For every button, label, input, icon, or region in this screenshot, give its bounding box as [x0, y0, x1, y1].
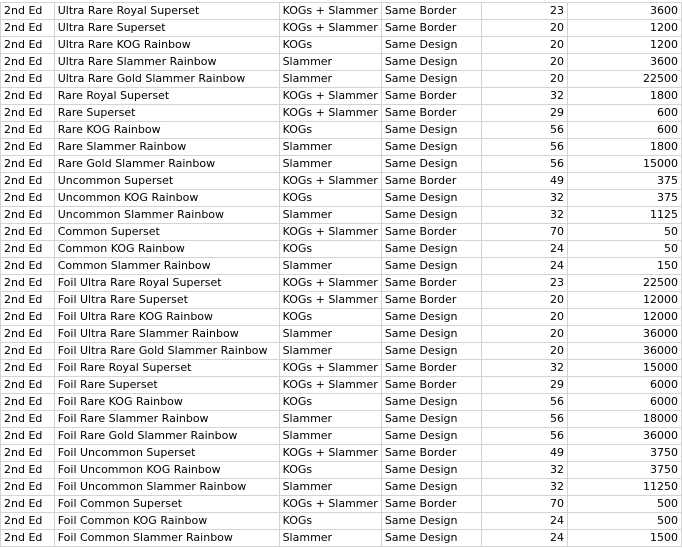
count-cell[interactable]: 20 [482, 292, 568, 309]
value-cell[interactable]: 3750 [567, 445, 681, 462]
value-cell[interactable]: 500 [567, 513, 681, 530]
set-name-cell[interactable]: Uncommon Superset [54, 173, 279, 190]
count-cell[interactable]: 20 [482, 20, 568, 37]
table-row [1, 530, 682, 547]
set-name-cell[interactable]: Ultra Rare Superset [54, 20, 279, 37]
design-cell[interactable]: Same Border [381, 3, 481, 20]
set-name-cell[interactable]: Foil Ultra Rare KOG Rainbow [54, 309, 279, 326]
table-body [1, 3, 682, 547]
design-cell[interactable]: Same Design [381, 37, 481, 54]
count-cell[interactable]: 23 [482, 3, 568, 20]
piece-type-cell[interactable]: KOGs + Slammer [279, 173, 381, 190]
set-name-cell[interactable]: Common Superset [54, 224, 279, 241]
design-cell[interactable]: Same Design [381, 462, 481, 479]
value-cell[interactable]: 15000 [567, 360, 681, 377]
table-row [1, 343, 682, 360]
value-cell[interactable]: 375 [567, 190, 681, 207]
piece-type-cell[interactable]: KOGs [279, 241, 381, 258]
value-cell[interactable]: 3600 [567, 3, 681, 20]
table-row [1, 513, 682, 530]
table-row [1, 292, 682, 309]
piece-type-cell[interactable]: KOGs + Slammer [279, 377, 381, 394]
edition-cell[interactable]: 2nd Ed [1, 224, 55, 241]
count-cell[interactable]: 20 [482, 309, 568, 326]
edition-cell[interactable]: 2nd Ed [1, 326, 55, 343]
design-cell[interactable]: Same Border [381, 105, 481, 122]
count-cell[interactable]: 70 [482, 496, 568, 513]
piece-type-cell[interactable]: KOGs [279, 394, 381, 411]
count-cell[interactable]: 56 [482, 156, 568, 173]
design-cell[interactable]: Same Border [381, 173, 481, 190]
design-cell[interactable]: Same Design [381, 241, 481, 258]
piece-type-cell[interactable]: Slammer [279, 326, 381, 343]
design-cell[interactable]: Same Border [381, 88, 481, 105]
set-name-cell[interactable]: Foil Ultra Rare Gold Slammer Rainbow [54, 343, 279, 360]
edition-cell[interactable]: 2nd Ed [1, 190, 55, 207]
edition-cell[interactable]: 2nd Ed [1, 156, 55, 173]
count-cell[interactable]: 32 [482, 360, 568, 377]
piece-type-cell[interactable]: Slammer [279, 479, 381, 496]
table-row [1, 428, 682, 445]
edition-cell[interactable]: 2nd Ed [1, 360, 55, 377]
edition-cell[interactable]: 2nd Ed [1, 445, 55, 462]
value-cell[interactable]: 15000 [567, 156, 681, 173]
table-row [1, 3, 682, 20]
count-cell[interactable]: 49 [482, 445, 568, 462]
count-cell[interactable]: 56 [482, 411, 568, 428]
value-cell[interactable]: 18000 [567, 411, 681, 428]
value-cell[interactable]: 1800 [567, 88, 681, 105]
table-row [1, 360, 682, 377]
piece-type-cell[interactable]: Slammer [279, 343, 381, 360]
count-cell[interactable]: 20 [482, 37, 568, 54]
count-cell[interactable]: 56 [482, 428, 568, 445]
piece-type-cell[interactable]: KOGs [279, 513, 381, 530]
edition-cell[interactable]: 2nd Ed [1, 54, 55, 71]
table-row [1, 496, 682, 513]
set-name-cell[interactable]: Foil Rare KOG Rainbow [54, 394, 279, 411]
design-cell[interactable]: Same Border [381, 292, 481, 309]
table-row [1, 224, 682, 241]
table-row [1, 105, 682, 122]
set-name-cell[interactable]: Rare Superset [54, 105, 279, 122]
table-row [1, 88, 682, 105]
count-cell[interactable]: 32 [482, 479, 568, 496]
edition-cell[interactable]: 2nd Ed [1, 411, 55, 428]
design-cell[interactable]: Same Design [381, 394, 481, 411]
edition-cell[interactable]: 2nd Ed [1, 258, 55, 275]
set-name-cell[interactable]: Rare Gold Slammer Rainbow [54, 156, 279, 173]
piece-type-cell[interactable]: KOGs + Slammer [279, 275, 381, 292]
design-cell[interactable]: Same Border [381, 377, 481, 394]
count-cell[interactable]: 56 [482, 394, 568, 411]
design-cell[interactable]: Same Design [381, 54, 481, 71]
piece-type-cell[interactable]: KOGs + Slammer [279, 88, 381, 105]
design-cell[interactable]: Same Design [381, 326, 481, 343]
edition-cell[interactable]: 2nd Ed [1, 207, 55, 224]
set-name-cell[interactable]: Foil Ultra Rare Slammer Rainbow [54, 326, 279, 343]
set-name-cell[interactable]: Rare Royal Superset [54, 88, 279, 105]
edition-cell[interactable]: 2nd Ed [1, 139, 55, 156]
count-cell[interactable]: 32 [482, 190, 568, 207]
set-name-cell[interactable]: Foil Rare Gold Slammer Rainbow [54, 428, 279, 445]
value-cell[interactable]: 36000 [567, 343, 681, 360]
piece-type-cell[interactable]: KOGs [279, 190, 381, 207]
value-cell[interactable]: 150 [567, 258, 681, 275]
design-cell[interactable]: Same Design [381, 343, 481, 360]
design-cell[interactable]: Same Border [381, 445, 481, 462]
edition-cell[interactable]: 2nd Ed [1, 530, 55, 547]
edition-cell[interactable]: 2nd Ed [1, 71, 55, 88]
piece-type-cell[interactable]: KOGs + Slammer [279, 3, 381, 20]
set-name-cell[interactable]: Foil Uncommon Superset [54, 445, 279, 462]
piece-type-cell[interactable]: Slammer [279, 207, 381, 224]
table-row [1, 445, 682, 462]
table-row [1, 462, 682, 479]
set-name-cell[interactable]: Ultra Rare KOG Rainbow [54, 37, 279, 54]
design-cell[interactable]: Same Design [381, 258, 481, 275]
design-cell[interactable]: Same Design [381, 428, 481, 445]
piece-type-cell[interactable]: KOGs + Slammer [279, 496, 381, 513]
count-cell[interactable]: 29 [482, 105, 568, 122]
value-cell[interactable]: 1200 [567, 20, 681, 37]
set-name-cell[interactable]: Foil Rare Royal Superset [54, 360, 279, 377]
piece-type-cell[interactable]: KOGs + Slammer [279, 292, 381, 309]
edition-cell[interactable]: 2nd Ed [1, 309, 55, 326]
table-row [1, 258, 682, 275]
table-row [1, 275, 682, 292]
piece-type-cell[interactable]: Slammer [279, 258, 381, 275]
value-cell[interactable]: 36000 [567, 428, 681, 445]
set-name-cell[interactable]: Foil Common Superset [54, 496, 279, 513]
table-row [1, 139, 682, 156]
table-row [1, 156, 682, 173]
value-cell[interactable]: 36000 [567, 326, 681, 343]
design-cell[interactable]: Same Design [381, 122, 481, 139]
edition-cell[interactable]: 2nd Ed [1, 173, 55, 190]
count-cell[interactable]: 23 [482, 275, 568, 292]
set-name-cell[interactable]: Ultra Rare Slammer Rainbow [54, 54, 279, 71]
value-cell[interactable]: 1500 [567, 530, 681, 547]
edition-cell[interactable]: 2nd Ed [1, 105, 55, 122]
edition-cell[interactable]: 2nd Ed [1, 496, 55, 513]
value-cell[interactable]: 500 [567, 496, 681, 513]
piece-type-cell[interactable]: KOGs [279, 309, 381, 326]
count-cell[interactable]: 49 [482, 173, 568, 190]
table-row [1, 241, 682, 258]
table-row [1, 122, 682, 139]
design-cell[interactable]: Same Border [381, 224, 481, 241]
value-cell[interactable]: 12000 [567, 309, 681, 326]
count-cell[interactable]: 24 [482, 241, 568, 258]
piece-type-cell[interactable]: Slammer [279, 411, 381, 428]
value-cell[interactable]: 600 [567, 122, 681, 139]
piece-type-cell[interactable]: KOGs + Slammer [279, 445, 381, 462]
count-cell[interactable]: 70 [482, 224, 568, 241]
count-cell[interactable]: 24 [482, 258, 568, 275]
design-cell[interactable]: Same Border [381, 20, 481, 37]
set-name-cell[interactable]: Foil Uncommon KOG Rainbow [54, 462, 279, 479]
piece-type-cell[interactable]: Slammer [279, 139, 381, 156]
piece-type-cell[interactable]: KOGs [279, 122, 381, 139]
edition-cell[interactable]: 2nd Ed [1, 394, 55, 411]
design-cell[interactable]: Same Design [381, 530, 481, 547]
edition-cell[interactable]: 2nd Ed [1, 377, 55, 394]
edition-cell[interactable]: 2nd Ed [1, 292, 55, 309]
set-name-cell[interactable]: Foil Uncommon Slammer Rainbow [54, 479, 279, 496]
set-name-cell[interactable]: Uncommon Slammer Rainbow [54, 207, 279, 224]
edition-cell[interactable]: 2nd Ed [1, 479, 55, 496]
piece-type-cell[interactable]: Slammer [279, 156, 381, 173]
value-cell[interactable]: 22500 [567, 275, 681, 292]
table-row [1, 54, 682, 71]
piece-type-cell[interactable]: Slammer [279, 71, 381, 88]
set-name-cell[interactable]: Foil Common KOG Rainbow [54, 513, 279, 530]
count-cell[interactable]: 56 [482, 122, 568, 139]
count-cell[interactable]: 20 [482, 71, 568, 88]
value-cell[interactable]: 1125 [567, 207, 681, 224]
set-name-cell[interactable]: Common KOG Rainbow [54, 241, 279, 258]
set-name-cell[interactable]: Foil Ultra Rare Superset [54, 292, 279, 309]
value-cell[interactable]: 6000 [567, 394, 681, 411]
value-cell[interactable]: 375 [567, 173, 681, 190]
value-cell[interactable]: 600 [567, 105, 681, 122]
value-cell[interactable]: 6000 [567, 377, 681, 394]
count-cell[interactable]: 20 [482, 343, 568, 360]
edition-cell[interactable]: 2nd Ed [1, 37, 55, 54]
table-row [1, 20, 682, 37]
value-cell[interactable]: 1200 [567, 37, 681, 54]
edition-cell[interactable]: 2nd Ed [1, 3, 55, 20]
set-name-cell[interactable]: Uncommon KOG Rainbow [54, 190, 279, 207]
design-cell[interactable]: Same Design [381, 309, 481, 326]
table-row [1, 377, 682, 394]
design-cell[interactable]: Same Design [381, 139, 481, 156]
value-cell[interactable]: 11250 [567, 479, 681, 496]
value-cell[interactable]: 50 [567, 224, 681, 241]
value-cell[interactable]: 12000 [567, 292, 681, 309]
table-row [1, 394, 682, 411]
table-row [1, 411, 682, 428]
design-cell[interactable]: Same Design [381, 411, 481, 428]
set-name-cell[interactable]: Ultra Rare Gold Slammer Rainbow [54, 71, 279, 88]
count-cell[interactable]: 24 [482, 513, 568, 530]
design-cell[interactable]: Same Border [381, 275, 481, 292]
edition-cell[interactable]: 2nd Ed [1, 428, 55, 445]
piece-type-cell[interactable]: Slammer [279, 530, 381, 547]
edition-cell[interactable]: 2nd Ed [1, 462, 55, 479]
set-name-cell[interactable]: Foil Rare Slammer Rainbow [54, 411, 279, 428]
value-cell[interactable]: 22500 [567, 71, 681, 88]
value-cell[interactable]: 3750 [567, 462, 681, 479]
table-row [1, 309, 682, 326]
table-row [1, 479, 682, 496]
table-row [1, 190, 682, 207]
count-cell[interactable]: 32 [482, 88, 568, 105]
value-cell[interactable]: 3600 [567, 54, 681, 71]
piece-type-cell[interactable]: KOGs + Slammer [279, 360, 381, 377]
edition-cell[interactable]: 2nd Ed [1, 343, 55, 360]
design-cell[interactable]: Same Design [381, 71, 481, 88]
count-cell[interactable]: 32 [482, 462, 568, 479]
count-cell[interactable]: 24 [482, 530, 568, 547]
data-table [0, 2, 682, 547]
edition-cell[interactable]: 2nd Ed [1, 122, 55, 139]
count-cell[interactable]: 56 [482, 139, 568, 156]
edition-cell[interactable]: 2nd Ed [1, 20, 55, 37]
value-cell[interactable]: 1800 [567, 139, 681, 156]
count-cell[interactable]: 20 [482, 326, 568, 343]
count-cell[interactable]: 29 [482, 377, 568, 394]
design-cell[interactable]: Same Border [381, 360, 481, 377]
design-cell[interactable]: Same Design [381, 207, 481, 224]
edition-cell[interactable]: 2nd Ed [1, 241, 55, 258]
piece-type-cell[interactable]: KOGs + Slammer [279, 224, 381, 241]
design-cell[interactable]: Same Design [381, 479, 481, 496]
piece-type-cell[interactable]: Slammer [279, 428, 381, 445]
set-name-cell[interactable]: Foil Common Slammer Rainbow [54, 530, 279, 547]
design-cell[interactable]: Same Design [381, 156, 481, 173]
set-name-cell[interactable]: Foil Rare Superset [54, 377, 279, 394]
table-row [1, 173, 682, 190]
table-row [1, 71, 682, 88]
edition-cell[interactable]: 2nd Ed [1, 88, 55, 105]
design-cell[interactable]: Same Design [381, 190, 481, 207]
table-row [1, 326, 682, 343]
count-cell[interactable]: 20 [482, 54, 568, 71]
edition-cell[interactable]: 2nd Ed [1, 513, 55, 530]
piece-type-cell[interactable]: KOGs + Slammer [279, 105, 381, 122]
piece-type-cell[interactable]: KOGs + Slammer [279, 20, 381, 37]
table-row [1, 207, 682, 224]
set-name-cell[interactable]: Ultra Rare Royal Superset [54, 3, 279, 20]
set-name-cell[interactable]: Rare KOG Rainbow [54, 122, 279, 139]
design-cell[interactable]: Same Border [381, 496, 481, 513]
set-name-cell[interactable]: Common Slammer Rainbow [54, 258, 279, 275]
design-cell[interactable]: Same Design [381, 513, 481, 530]
set-name-cell[interactable]: Foil Ultra Rare Royal Superset [54, 275, 279, 292]
set-name-cell[interactable]: Rare Slammer Rainbow [54, 139, 279, 156]
value-cell[interactable]: 50 [567, 241, 681, 258]
count-cell[interactable]: 32 [482, 207, 568, 224]
edition-cell[interactable]: 2nd Ed [1, 275, 55, 292]
piece-type-cell[interactable]: KOGs [279, 462, 381, 479]
table-row [1, 37, 682, 54]
piece-type-cell[interactable]: Slammer [279, 54, 381, 71]
piece-type-cell[interactable]: KOGs [279, 37, 381, 54]
